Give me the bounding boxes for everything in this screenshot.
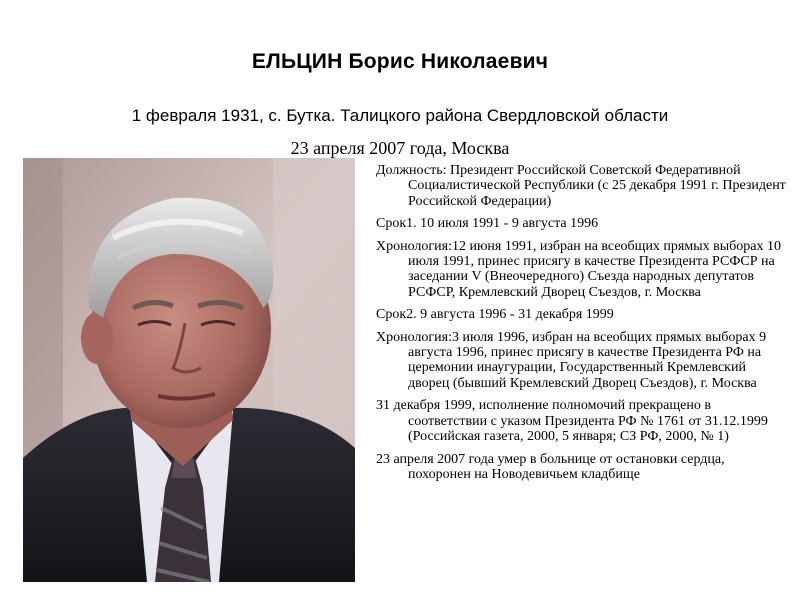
birth-info: 1 февраля 1931, с. Бутка. Талицкого района Свердловской области — [131, 106, 669, 125]
fact-term-2: Срок2. 9 августа 1996 - 31 декабря 1999 — [376, 307, 614, 323]
fact-death: 23 апреля 2007 года умер в больнице от остановки сердца, похоронен на Новодевичьем кладбище — [376, 451, 725, 482]
fact-chronology-2: Хронология:3 июля 1996, избран на всеобщих прямых выборах 9 августа 1996, принес присягу в качестве Президента РФ на церемонии инаугурации, Государственный Кремлевский дворец (бывший Кремлевский Дворец Съездов), г. Москва — [376, 329, 767, 391]
fact-chronology-1: Хронология:12 июня 1991, избран на всеобщих прямых выборах 10 июля 1991, принес присягу в качестве Президента РСФСР на заседании V (Внеочередного) Съезда народных депутатов РСФСР, Кремлевский Дворец Съездов, г. Москва — [376, 238, 781, 300]
page-title: ЕЛЬЦИН Борис Николаевич — [251, 50, 549, 73]
fact-resignation: 31 декабря 1999, исполнение полномочий прекращено в соответствии с указом Президента РФ № 1761 от 31.12.1999 (Российская газета, 2000, 5 января; СЗ РФ, 2000, № 1) — [376, 398, 768, 445]
fact-term-1: Срок1. 10 июля 1991 - 9 августа 1996 — [376, 216, 599, 232]
fact-position: Должность: Президент Российской Советской Федеративной Социалистической Республики (с 25 декабря 1991 г. Президент Российской Федерации) — [376, 163, 786, 209]
portrait-photo — [23, 158, 355, 582]
biography-list — [376, 163, 788, 489]
death-info: 23 апреля 2007 года, Москва — [290, 138, 510, 158]
